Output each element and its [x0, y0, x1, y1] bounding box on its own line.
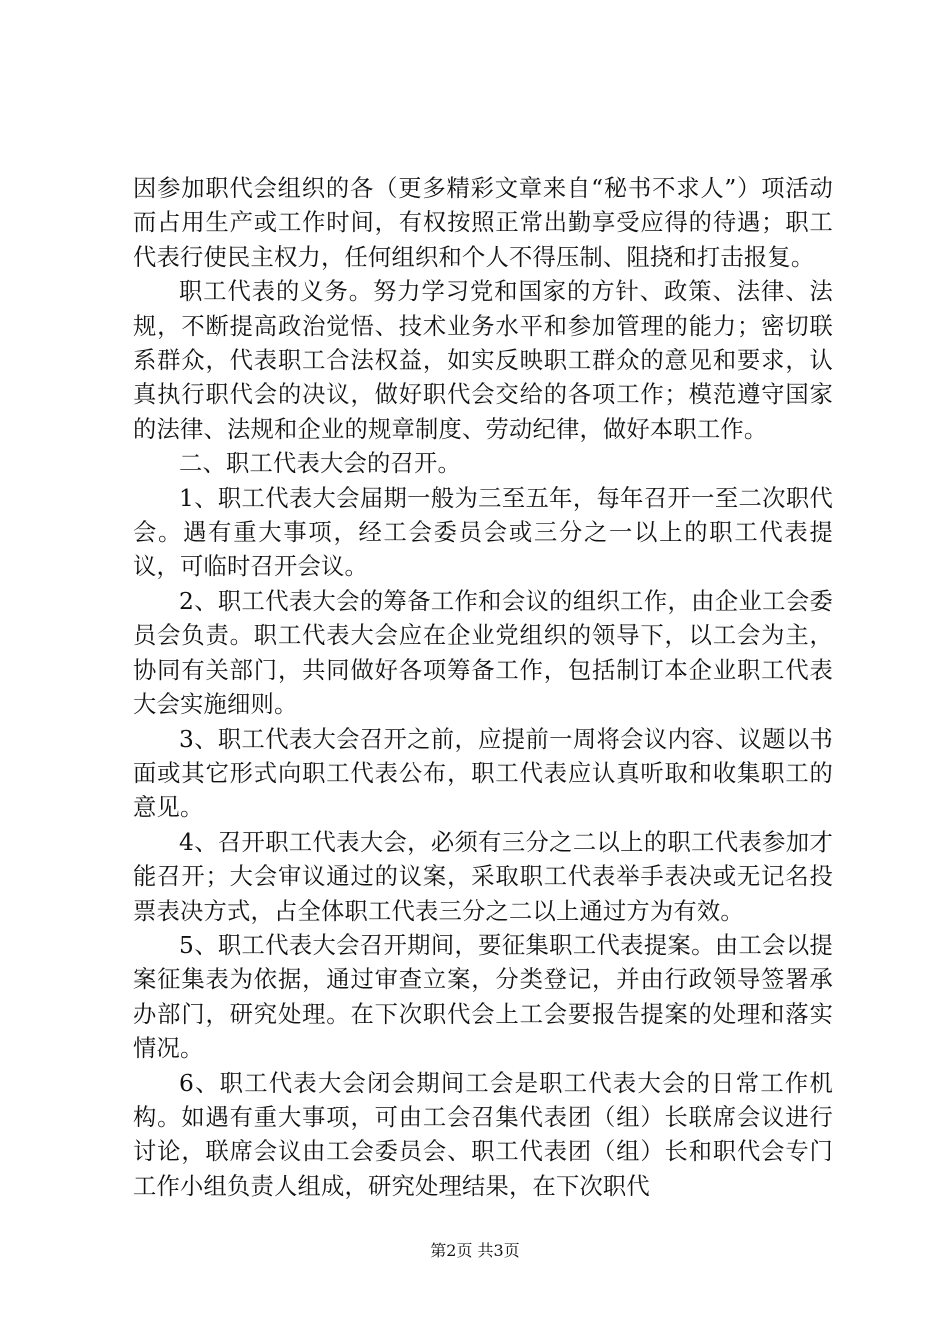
paragraph-item-2: 2、职工代表大会的筹备工作和会议的组织工作，由企业工会委员会负责。职工代表大会应在企业党组织的领导下，以工会为主，协同有关部门，共同做好各项筹备工作，包括制订本企业职工代表大会实施细则。	[133, 587, 833, 719]
section-heading-convening: 二、职工代表大会的召开。	[179, 450, 461, 478]
paragraph-item-6: 6、职工代表大会闭会期间工会是职工代表大会的日常工作机构。如遇有重大事项，可由工会召集代表团（组）长联席会议进行讨论，联席会议由工会委员会、职工代表团（组）长和职代会专门工作小组负责人组成，研究处理结果，在下次职代	[133, 1069, 833, 1200]
paragraph-item-3: 3、职工代表大会召开之前，应提前一周将会议内容、议题以书面或其它形式向职工代表公布，职工代表应认真听取和收集职工的意见。	[133, 725, 833, 822]
page-number-footer: 第2页 共3页	[430, 1241, 520, 1260]
paragraph-item-4: 4、召开职工代表大会，必须有三分之二以上的职工代表参加才能召开；大会审议通过的议案，采取职工代表举手表决或无记名投票表决方式，占全体职工代表三分之二以上通过方为有效。	[133, 828, 833, 925]
paragraph-item-1: 1、职工代表大会届期一般为三至五年，每年召开一至二次职代会。遇有重大事项，经工会委员会或三分之一以上的职工代表提议，可临时召开会议。	[133, 484, 833, 581]
paragraph-item-5: 5、职工代表大会召开期间，要征集职工代表提案。由工会以提案征集表为依据，通过审查立案，分类登记，并由行政领导签署承办部门，研究处理。在下次职代会上工会要报告提案的处理和落实情况。	[133, 931, 833, 1063]
document-body	[133, 172, 833, 1204]
paragraph-rights-continued: 因参加职代会组织的各（更多精彩文章来自“秘书不求人”）项活动而占用生产或工作时间，有权按照正常出勤享受应得的待遇；职工代表行使民主权力，任何组织和个人不得压制、阻挠和打击报复。	[133, 175, 833, 271]
paragraph-obligations: 职工代表的义务。努力学习党和国家的方针、政策、法律、法规，不断提高政治觉悟、技术业务水平和参加管理的能力；密切联系群众，代表职工合法权益，如实反映职工群众的意见和要求，认真执行职代会的决议，做好职代会交给的各项工作；模范遵守国家的法律、法规和企业的规章制度、劳动纪律，做好本职工作。	[133, 278, 833, 443]
